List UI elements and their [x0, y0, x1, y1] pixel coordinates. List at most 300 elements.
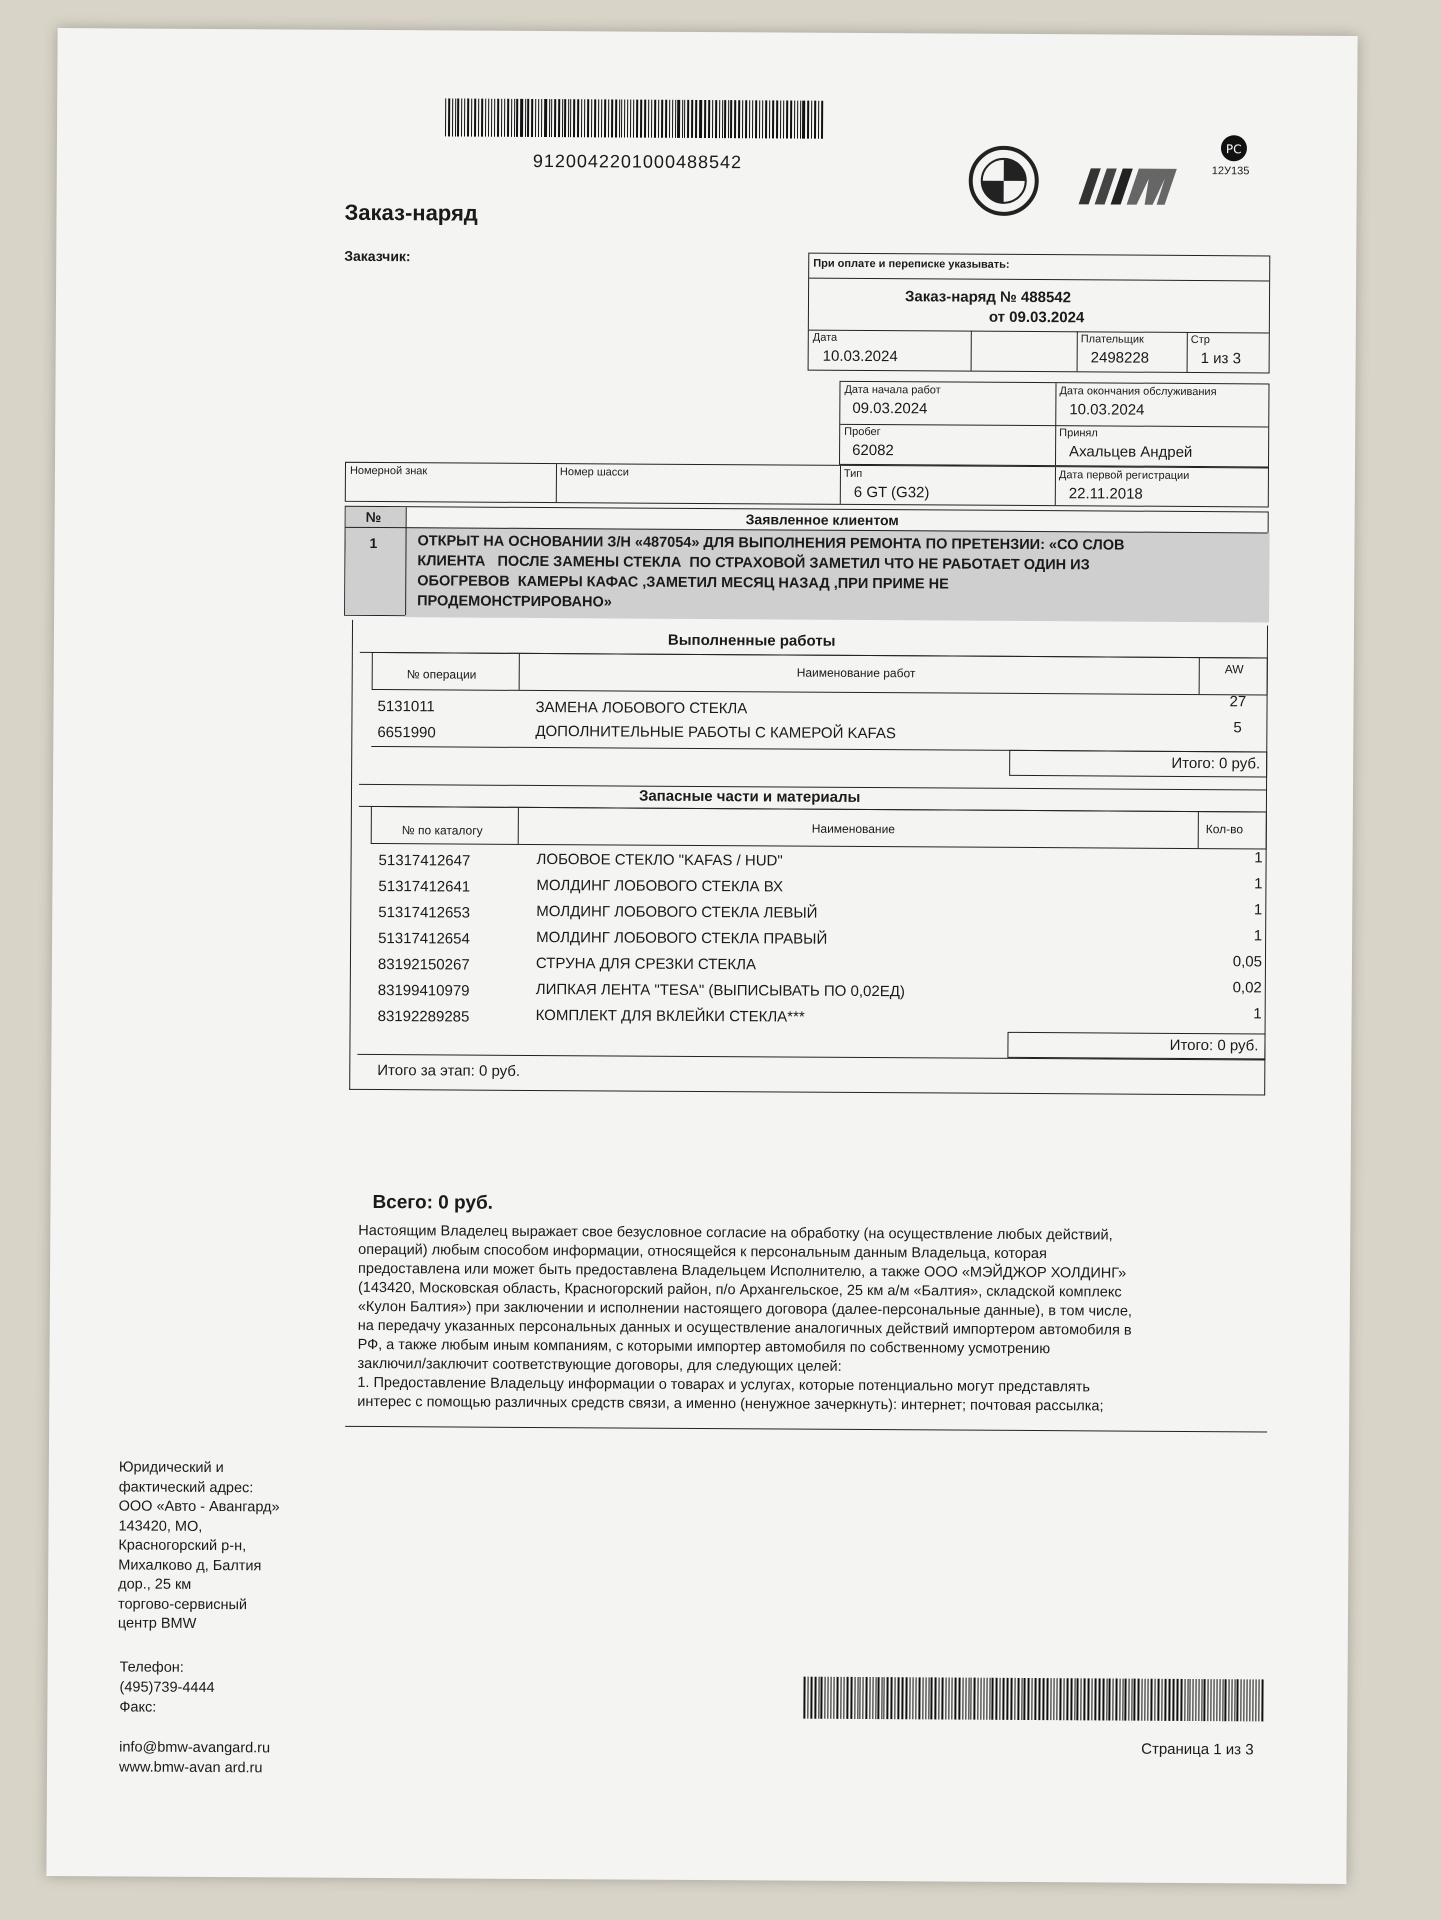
barcode-bar	[730, 100, 732, 138]
parts-row-name: МОЛДИНГ ЛОБОВОГО СТЕКЛА ЛЕВЫЙ	[536, 902, 818, 922]
page-footer: Страница 1 из 3	[1141, 1740, 1254, 1759]
works-row-2-aw: 5	[1233, 719, 1242, 737]
barcode-bar	[836, 1677, 838, 1719]
barcode-bar	[467, 99, 469, 137]
work-start-label: Дата начала работ	[844, 383, 941, 397]
barcode-bar	[962, 1678, 964, 1720]
barcode-bar	[973, 1678, 975, 1720]
barcode-bar	[1225, 1679, 1227, 1721]
barcode-bar	[704, 100, 706, 138]
barcode-bar	[1066, 1678, 1068, 1720]
works-row-2-name: ДОПОЛНИТЕЛЬНЫЕ РАБОТЫ С КАМЕРОЙ KAFAS	[535, 722, 896, 743]
parts-row-name: ЛИПКАЯ ЛЕНТА "TESA" (ВЫПИСЫВАТЬ ПО 0,02ЕД)	[535, 980, 905, 1001]
barcode-bar	[803, 1677, 805, 1719]
plate-label: Номерной знак	[349, 464, 428, 478]
barcode-bar	[669, 100, 671, 138]
barcode-bar	[1053, 1678, 1055, 1720]
m-logo	[1069, 166, 1179, 212]
barcode-bar	[708, 100, 710, 138]
barcode-bar	[807, 1677, 809, 1719]
barcode-bar	[570, 99, 571, 137]
barcode-bar	[752, 100, 754, 138]
svg-text:PC: PC	[1225, 142, 1242, 157]
barcode-bar	[1259, 1679, 1260, 1721]
parts-row-name: МОЛДИНГ ЛОБОВОГО СТЕКЛА ПРАВЫЙ	[536, 928, 828, 948]
barcode-bar	[630, 100, 631, 138]
barcode-bar	[1109, 1678, 1111, 1720]
barcode-bar	[1144, 1679, 1146, 1721]
barcode-bar	[738, 100, 740, 138]
barcode-bar	[971, 1678, 972, 1720]
address-line: торгово-сервисный	[117, 1595, 248, 1613]
barcode-bar	[886, 1677, 888, 1719]
barcode-bar	[1172, 1679, 1174, 1721]
consent-line: на передачу указанных персональных данных и осуществление аналогичных действий импортером автомобиля в	[357, 1317, 1132, 1339]
barcode-bar	[497, 99, 499, 137]
barcode-bar	[802, 101, 804, 139]
barcode-bar	[1141, 1679, 1143, 1721]
barcode-bar	[1131, 1679, 1132, 1721]
cert-icon	[1217, 133, 1251, 168]
barcode-bar	[728, 100, 729, 138]
barcode-bar	[968, 1678, 969, 1720]
barcode-bar	[520, 99, 522, 137]
barcode-bar	[682, 100, 683, 138]
consent-line: интерес с помощью различных средств связи, а именно (ненужное зачеркнуть): интернет; почтовая рассылка;	[357, 1393, 1104, 1415]
barcode-bar	[833, 1677, 834, 1719]
barcode-bar	[494, 99, 495, 137]
barcode-bar	[1198, 1679, 1199, 1721]
parts-header: Запасные части и материалы	[638, 787, 861, 806]
parts-row-qty: 0,05	[1232, 953, 1263, 971]
barcode-bar	[558, 99, 560, 137]
barcode-bar	[621, 99, 622, 137]
barcode-bar	[1243, 1679, 1245, 1721]
barcode-bar	[749, 100, 750, 138]
barcode-bar	[1247, 1679, 1248, 1721]
consent-line: РФ, а также любым иным компаниям, с которыми импортер автомобиля по собственному усмотрению	[357, 1336, 1051, 1358]
barcode-bar	[1180, 1679, 1182, 1721]
barcode-bar	[1240, 1679, 1242, 1721]
barcode-bar	[661, 100, 663, 138]
barcode-bar	[445, 98, 447, 136]
claim-line-3: ОБОГРЕВОВ КАМЕРЫ КАФАС ,ЗАМЕТИЛ МЕСЯЦ НАЗАД ,ПРИ ПРИМЕ НЕ	[417, 573, 949, 593]
parts-col-cat: № по каталогу	[401, 823, 483, 838]
barcode-bar	[941, 1677, 943, 1719]
parts-row-name: СТРУНА ДЛЯ СРЕЗКИ СТЕКЛА	[535, 954, 757, 974]
first-reg-label: Дата первой регистрации	[1058, 469, 1190, 482]
barcode-bar	[1002, 1678, 1004, 1720]
parts-row-qty: 1	[1253, 927, 1263, 945]
bmw-roundel-icon	[979, 156, 1029, 206]
barcode-bar	[844, 1677, 845, 1719]
barcode-bar	[977, 1678, 979, 1720]
barcode-bar	[448, 98, 450, 136]
barcode-bar	[1184, 1679, 1185, 1721]
m-stripes-icon	[1069, 166, 1179, 207]
barcode-bar	[992, 1678, 994, 1720]
barcode-bar	[627, 100, 628, 138]
barcode-bar	[640, 100, 642, 138]
barcode-bar	[866, 1677, 868, 1719]
barcode-bar	[501, 99, 502, 137]
barcode-bar	[488, 99, 489, 137]
barcode-bar	[912, 1677, 914, 1719]
barcode-bar	[1253, 1679, 1254, 1721]
date-label: Дата	[812, 331, 838, 344]
barcode-bar	[1046, 1678, 1048, 1720]
barcode-bar	[452, 98, 453, 136]
works-row-2-op: 6651990	[377, 724, 436, 742]
email-link[interactable]: info@bmw-avangard.ru	[119, 1739, 271, 1757]
barcode-bar	[830, 1677, 832, 1719]
service-end-value: 10.03.2024	[1069, 401, 1145, 419]
top-barcode-number: 9120042201000488542	[532, 150, 743, 173]
parts-row-cat: 51317412653	[378, 904, 471, 922]
barcode-bar	[535, 99, 536, 137]
barcode-bar	[712, 100, 714, 138]
barcode-bar	[471, 99, 473, 137]
barcode-bar	[915, 1677, 917, 1719]
barcode-bar	[794, 101, 795, 139]
barcode-bar	[815, 1677, 817, 1719]
barcode-bar	[857, 1677, 858, 1719]
barcode-bar	[491, 99, 493, 137]
barcode-bar	[1006, 1678, 1008, 1720]
barcode-bar	[691, 100, 693, 138]
barcode-bar	[925, 1677, 926, 1719]
barcode-bar	[1137, 1679, 1139, 1721]
works-total-box	[1009, 750, 1267, 778]
address-line: Михалково д, Балтия	[118, 1556, 262, 1574]
barcode-bar	[504, 99, 506, 137]
page-value: 1 из 3	[1200, 350, 1241, 368]
barcode-bar	[902, 1677, 904, 1719]
works-row-1-name: ЗАМЕНА ЛОБОВОГО СТЕКЛА	[535, 698, 748, 718]
barcode-bar	[581, 99, 583, 137]
barcode-bar	[870, 1677, 871, 1719]
barcode-bar	[481, 99, 483, 137]
parts-row-cat: 83192289285	[377, 1008, 470, 1026]
parts-total: Итого: 0 руб.	[1169, 1036, 1259, 1055]
work-start-value: 09.03.2024	[852, 399, 928, 418]
order-number: Заказ-наряд № 488542	[904, 288, 1072, 307]
barcode-bar	[786, 100, 788, 138]
reference-box	[808, 253, 1271, 374]
barcode-bar	[1222, 1679, 1223, 1721]
works-table-header	[372, 652, 1268, 695]
top-barcode	[445, 98, 825, 138]
barcode-bar	[1077, 1678, 1079, 1720]
barcode-bar	[1034, 1678, 1036, 1720]
barcode-bar	[983, 1678, 985, 1720]
barcode-bar	[721, 100, 722, 138]
consent-text	[357, 1222, 1278, 1418]
consent-line: предоставлена или может быть предоставлена Владельцем Исполнителю, а также ООО «МЭЙДЖОР ХОЛДИНГ»	[358, 1260, 1127, 1282]
barcode-bar	[762, 100, 763, 138]
barcode-bar	[1119, 1679, 1120, 1721]
barcode-bar	[1148, 1679, 1149, 1721]
barcode-bar	[1027, 1678, 1029, 1720]
barcode-bar	[611, 99, 613, 137]
barcode-bar	[677, 100, 679, 138]
barcode-bar	[872, 1677, 873, 1719]
order-date: от 09.03.2024	[988, 308, 1085, 327]
barcode-bar	[1176, 1679, 1178, 1721]
barcode-bar	[1083, 1678, 1085, 1720]
reference-caption: При оплате и переписке указывать:	[813, 257, 1010, 271]
page-label: Стр	[1190, 333, 1210, 347]
barcode-bar	[814, 101, 816, 139]
barcode-bar	[1014, 1678, 1016, 1720]
parts-row-name: ЛОБОВОЕ СТЕКЛО "KAFAS / HUD"	[536, 850, 783, 870]
barcode-bar	[1207, 1679, 1209, 1721]
parts-col-qty: Кол-во	[1205, 822, 1244, 837]
claim-line-2: КЛИЕНТА ПОСЛЕ ЗАМЕНЫ СТЕКЛА ПО СТРАХОВОЙ ЗАМЕТИЛ ЧТО НЕ РАБОТАЕТ ОДИН ИЗ	[417, 553, 1090, 574]
barcode-bar	[1255, 1679, 1257, 1721]
barcode-bar	[687, 100, 689, 138]
barcode-bar	[759, 100, 761, 138]
barcode-bar	[1187, 1679, 1188, 1721]
barcode-bar	[591, 99, 592, 137]
barcode-bar	[658, 100, 660, 138]
barcode-bar	[875, 1677, 876, 1719]
parts-total-box	[1007, 1032, 1265, 1060]
barcode-bar	[769, 100, 771, 138]
barcode-bar	[457, 98, 459, 136]
page-title: Заказ-наряд	[344, 199, 478, 226]
payer-value: 2498228	[1090, 349, 1150, 367]
dates-grid	[839, 381, 1270, 468]
barcode-bar	[1161, 1679, 1163, 1721]
barcode-bar	[811, 1677, 813, 1719]
barcode-bar	[598, 99, 600, 137]
barcode-bar	[922, 1677, 924, 1719]
barcode-bar	[890, 1677, 892, 1719]
barcode-bar	[772, 100, 774, 138]
consent-line: операций) любым способом информации, относящейся к персональным данным Владельца, которая	[358, 1241, 1047, 1263]
barcode-bar	[1213, 1679, 1214, 1721]
barcode-bar	[1168, 1679, 1170, 1721]
address-line: дор., 25 км	[118, 1576, 192, 1593]
barcode-bar	[719, 100, 720, 138]
barcode-bar	[615, 99, 617, 137]
barcode-bar	[1237, 1679, 1239, 1721]
barcode-bar	[633, 100, 635, 138]
barcode-bar	[464, 99, 465, 137]
payer-label: Плательщик	[1080, 333, 1144, 346]
barcode-bar	[884, 1677, 885, 1719]
barcode-bar	[604, 99, 606, 137]
grand-total: Всего: 0 руб.	[372, 1191, 494, 1214]
barcode-bar	[541, 99, 543, 137]
consent-line: 1. Предоставление Владельцу информации о товарах и услугах, которые потенциально могут представлять	[357, 1374, 1091, 1396]
accepted-label: Принял	[1059, 427, 1098, 440]
barcode-bar	[531, 99, 533, 137]
address-line: фактический адрес:	[118, 1478, 254, 1496]
phone-label: Телефон:	[119, 1659, 184, 1676]
barcode-bar	[1103, 1678, 1105, 1720]
parts-col-name: Наименование	[811, 821, 896, 837]
barcode-bar	[1081, 1678, 1082, 1720]
barcode-bar	[549, 99, 550, 137]
works-row-1-op: 5131011	[377, 698, 435, 716]
barcode-bar	[601, 99, 602, 137]
consent-line: заключил/заключит соответствующие договоры, для следующих целей:	[357, 1355, 842, 1375]
barcode-bar	[1010, 1678, 1012, 1720]
barcode-bar	[568, 99, 569, 137]
barcode-bar	[511, 99, 512, 137]
parts-table-header	[371, 806, 1267, 849]
date-value: 10.03.2024	[822, 347, 898, 366]
barcode-bar	[1228, 1679, 1230, 1721]
barcode-bar	[1195, 1679, 1197, 1721]
mileage-value: 62082	[852, 441, 894, 460]
barcode-bar	[516, 99, 518, 137]
barcode-bar	[551, 99, 552, 137]
works-total: Итого: 0 руб.	[1171, 754, 1261, 773]
site-link[interactable]: www.bmw-avan ard.ru	[118, 1759, 263, 1777]
works-header: Выполненные работы	[667, 631, 836, 650]
barcode-bar	[1203, 1679, 1205, 1721]
parts-row-cat: 51317412641	[378, 878, 471, 896]
barcode-bar	[898, 1677, 900, 1719]
barcode-bar	[878, 1677, 880, 1719]
consent-line: Настоящим Владелец выражает свое безусловное согласие на обработку (на осуществление любых действий,	[358, 1222, 1113, 1244]
barcode-bar	[1056, 1678, 1058, 1720]
barcode-bar	[485, 99, 487, 137]
fax-label: Факс:	[119, 1699, 157, 1716]
barcode-bar	[1038, 1678, 1040, 1720]
barcode-bar	[1231, 1679, 1232, 1721]
parts-row-cat: 83192150267	[377, 956, 470, 974]
barcode-bar	[821, 101, 823, 139]
cert-mark: 12У135	[1211, 165, 1250, 178]
barcode-bar	[577, 99, 579, 137]
document-page	[46, 28, 1357, 1884]
barcode-bar	[507, 99, 509, 137]
barcode-bar	[854, 1677, 855, 1719]
barcode-bar	[699, 100, 701, 138]
barcode-bar	[818, 1677, 819, 1719]
barcode-bar	[862, 1677, 864, 1719]
accepted-value: Ахальцев Андрей	[1069, 443, 1193, 461]
barcode-bar	[755, 100, 757, 138]
barcode-bar	[931, 1677, 933, 1719]
barcode-bar	[945, 1678, 946, 1720]
barcode-bar	[684, 100, 685, 138]
barcode-bar	[959, 1678, 961, 1720]
barcode-bar	[636, 100, 638, 138]
barcode-bar	[1031, 1678, 1033, 1720]
barcode-bar	[672, 100, 673, 138]
barcode-bar	[850, 1677, 852, 1719]
barcode-bar	[608, 99, 610, 137]
barcode-bar	[665, 100, 667, 138]
barcode-bar	[587, 99, 589, 137]
barcode-bar	[745, 100, 747, 138]
barcode-bar	[695, 100, 697, 138]
claim-col-no: №	[365, 508, 382, 526]
barcode-bar	[881, 1677, 882, 1719]
barcode-bar	[999, 1678, 1001, 1720]
barcode-bar	[840, 1677, 842, 1719]
footer-address	[118, 1458, 280, 1634]
barcode-bar	[1157, 1679, 1159, 1721]
barcode-bar	[544, 99, 546, 137]
barcode-bar	[860, 1677, 861, 1719]
barcode-bar	[989, 1678, 990, 1720]
address-line: Юридический и	[118, 1459, 224, 1477]
barcode-bar	[909, 1677, 911, 1719]
address-line: центр BMW	[117, 1615, 197, 1632]
barcode-bar	[514, 99, 515, 137]
barcode-bar	[1074, 1678, 1075, 1720]
barcode-bar	[811, 101, 813, 139]
barcode-bar	[800, 101, 801, 139]
barcode-bar	[1091, 1678, 1093, 1720]
barcode-bar	[1070, 1678, 1072, 1720]
barcode-bar	[935, 1677, 937, 1719]
barcode-bar	[1021, 1678, 1022, 1720]
barcode-bar	[797, 101, 798, 139]
barcode-bar	[474, 99, 476, 137]
parts-row-qty: 1	[1253, 901, 1263, 919]
parts-row-qty: 1	[1254, 875, 1263, 893]
barcode-bar	[1024, 1678, 1026, 1720]
barcode-bar	[765, 100, 767, 138]
service-end-label: Дата окончания обслуживания	[1059, 385, 1217, 399]
barcode-bar	[1201, 1679, 1202, 1721]
barcode-bar	[1087, 1678, 1089, 1720]
barcode-bar	[818, 101, 819, 139]
parts-row-qty: 0,02	[1232, 979, 1262, 997]
barcode-bar	[1164, 1679, 1166, 1721]
consent-line: «Кулон Балтия») при заключении и исполнении настоящего договора (далее-персональные данные), в том числе,	[357, 1298, 1132, 1320]
barcode-bar	[776, 100, 778, 138]
claim-line-4: ПРОДЕМОНСТРИРОВАНО»	[417, 593, 612, 611]
bmw-logo	[969, 146, 1039, 216]
mileage-label: Пробег	[844, 425, 881, 439]
consent-line: (143420, Московская область, Красногорский район, п/о Архангельское, 25 км а/м «Балтия», складской комплекс	[357, 1279, 1122, 1301]
barcode-bar	[1261, 1679, 1263, 1721]
barcode-bar	[527, 99, 529, 137]
barcode-bar	[562, 99, 563, 137]
barcode-bar	[1216, 1679, 1218, 1721]
barcode-bar	[1219, 1679, 1220, 1721]
barcode-bar	[1234, 1679, 1235, 1721]
chassis-label: Номер шасси	[559, 466, 630, 479]
barcode-bar	[624, 100, 626, 138]
barcode-bar	[619, 99, 620, 137]
barcode-bar	[906, 1677, 908, 1719]
barcode-bar	[734, 100, 736, 138]
barcode-bar	[1190, 1679, 1191, 1721]
barcode-bar	[928, 1677, 929, 1719]
parts-row-cat: 51317412647	[378, 852, 471, 870]
parts-row-name: КОМПЛЕКТ ДЛЯ ВКЛЕЙКИ СТЕКЛА***	[535, 1006, 805, 1026]
barcode-bar	[986, 1678, 987, 1720]
barcode-bar	[996, 1678, 998, 1720]
barcode-bar	[525, 99, 526, 137]
barcode-bar	[715, 100, 717, 138]
barcode-bar	[648, 100, 649, 138]
barcode-bar	[573, 99, 575, 137]
barcode-bar	[1249, 1679, 1251, 1721]
address-line: ООО «Авто - Авангард»	[118, 1498, 280, 1516]
parts-row-cat: 51317412654	[378, 930, 470, 948]
claim-block	[344, 506, 1269, 622]
